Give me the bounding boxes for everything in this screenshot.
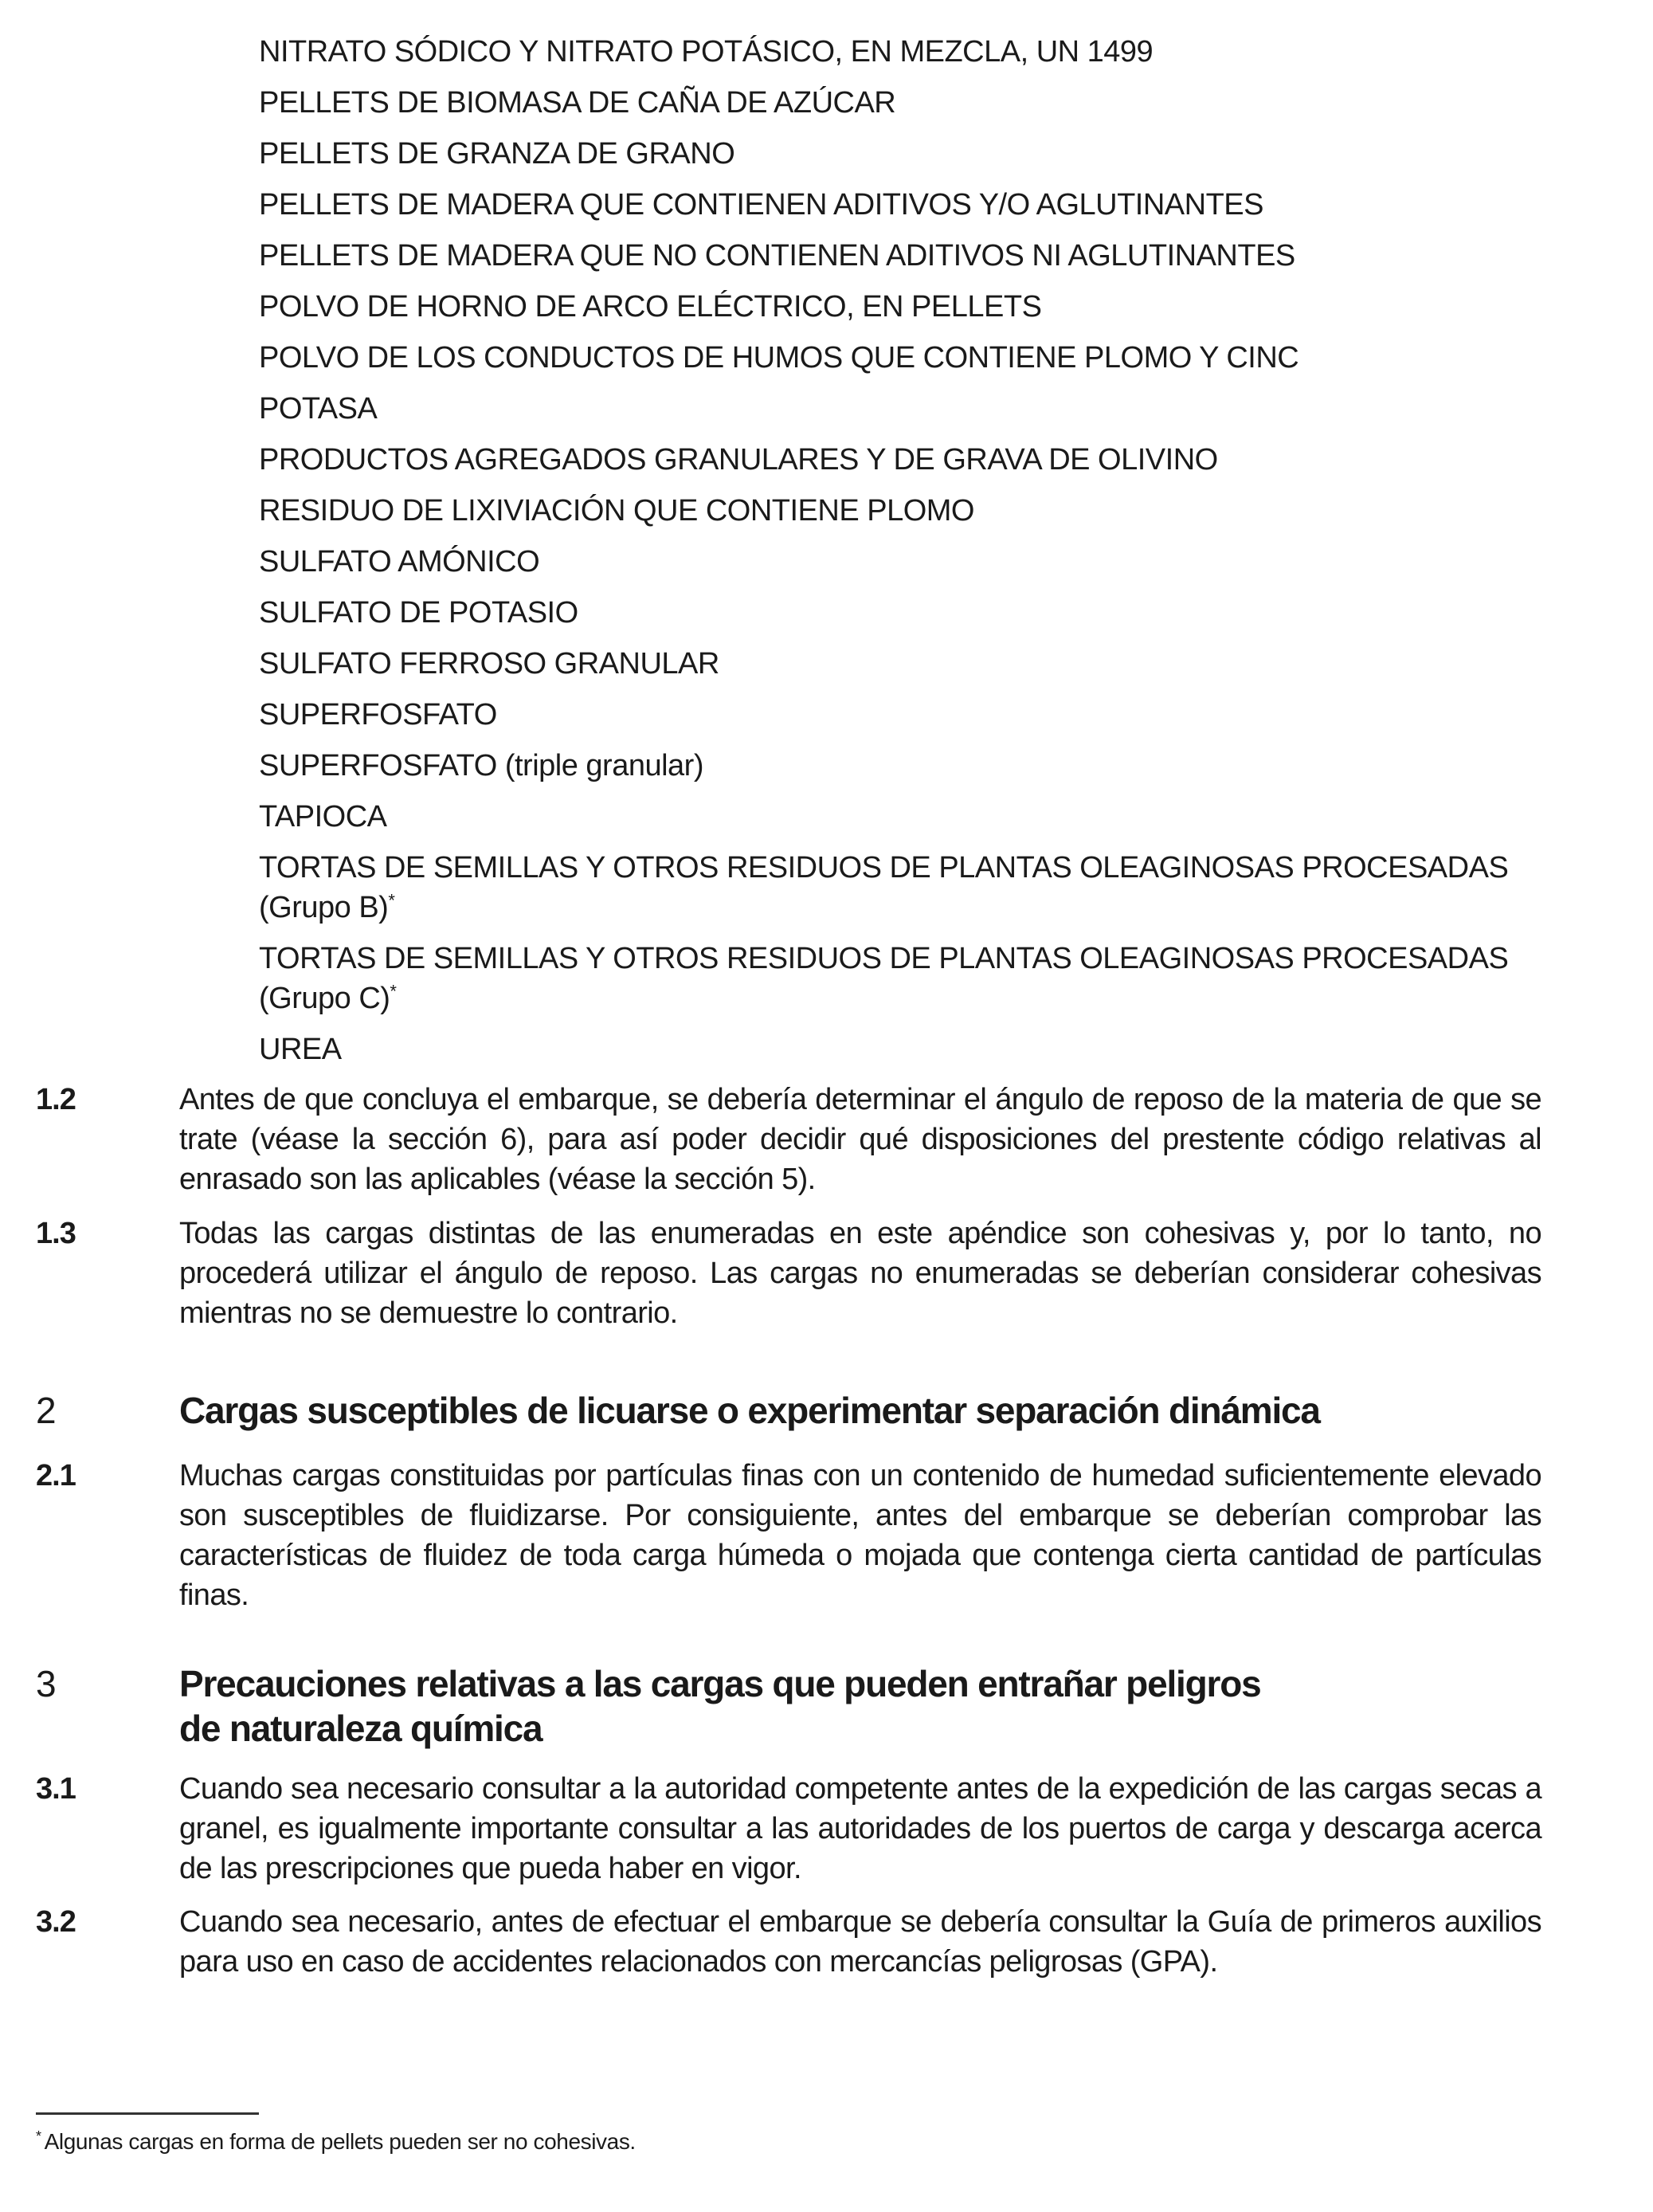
section-title: Cargas susceptibles de licuarse o experimentar separación dinámica xyxy=(179,1390,1320,1431)
cargo-name: TORTAS DE SEMILLAS Y OTROS RESIDUOS DE PLANTAS OLEAGINOSAS PROCESADAS xyxy=(259,942,1509,975)
footnote xyxy=(36,2128,636,2156)
cargo-name: SULFATO FERROSO GRANULAR xyxy=(259,647,719,680)
paragraph-text: Cuando sea necesario, antes de efectuar el embarque se debería consultar la Guía de primeros auxilios para uso en caso de accidentes relacionados con mercancías peligrosas (GPA). xyxy=(179,1905,1541,1979)
paragraph-text: Cuando sea necesario consultar a la autoridad competente antes de la expedición de las cargas secas a granel, es igualmente importante consultar a las autoridades de los puertos de carga y descarga acerca de las prescripciones que pueda haber en vigor. xyxy=(179,1772,1541,1885)
cargo-name: PELLETS DE GRANZA DE GRANO xyxy=(259,137,735,171)
footnote-marker: * xyxy=(388,890,395,911)
list-item xyxy=(259,338,1541,378)
footnote-marker: * xyxy=(36,2128,41,2144)
cargo-name: PRODUCTOS AGREGADOS GRANULARES Y DE GRAVA DE OLIVINO xyxy=(259,443,1218,477)
section-title xyxy=(179,1661,1374,1751)
paragraph-number: 1.2 xyxy=(36,1083,76,1116)
list-item xyxy=(259,134,1541,174)
list-item xyxy=(259,83,1541,123)
cargo-qualifier: (Grupo C) xyxy=(259,982,390,1015)
cargo-name: POTASA xyxy=(259,392,378,426)
list-item xyxy=(259,593,1541,633)
cargo-name: PELLETS DE BIOMASA DE CAÑA DE AZÚCAR xyxy=(259,86,896,120)
list-item xyxy=(259,939,1541,1018)
section-number: 3 xyxy=(36,1663,57,1704)
cargo-name: PELLETS DE MADERA QUE NO CONTIENEN ADITIVOS NI AGLUTINANTES xyxy=(259,239,1295,273)
list-item xyxy=(259,695,1541,735)
cargo-name: SUPERFOSFATO xyxy=(259,698,497,731)
list-item xyxy=(259,1030,1541,1069)
footnote-divider xyxy=(36,2112,259,2115)
footnote-text: Algunas cargas en forma de pellets pueden ser no cohesivas. xyxy=(44,2129,636,2154)
section-number: 2 xyxy=(36,1390,57,1431)
list-item xyxy=(259,185,1541,225)
paragraph-number: 1.3 xyxy=(36,1217,76,1250)
paragraph-text: Antes de que concluya el embarque, se debería determinar el ángulo de reposo de la materia de que se trate (véase la sección 6), para así poder decidir qué disposiciones del prestente código relativas al enrasado son las aplicables (véase la sección 5). xyxy=(179,1083,1541,1196)
list-item xyxy=(259,287,1541,327)
paragraph-number: 3.1 xyxy=(36,1772,76,1806)
cargo-name: RESIDUO DE LIXIVIACIÓN QUE CONTIENE PLOMO xyxy=(259,494,974,528)
list-item xyxy=(259,440,1541,480)
cargo-name: SULFATO DE POTASIO xyxy=(259,596,578,629)
list-item xyxy=(259,848,1541,928)
cargo-name: SUPERFOSFATO xyxy=(259,749,497,782)
cargo-name: POLVO DE LOS CONDUCTOS DE HUMOS QUE CONTIENE PLOMO Y CINC xyxy=(259,341,1299,375)
cargo-name: TORTAS DE SEMILLAS Y OTROS RESIDUOS DE PLANTAS OLEAGINOSAS PROCESADAS xyxy=(259,851,1509,884)
cargo-list xyxy=(259,32,1541,1081)
cargo-name: NITRATO SÓDICO Y NITRATO POTÁSICO, EN MEZCLA, UN 1499 xyxy=(259,35,1154,69)
list-item xyxy=(259,644,1541,684)
paragraph-text: Muchas cargas constituidas por partículas finas con un contenido de humedad suficientemente elevado son susceptibles de fluidizarse. Por consiguiente, antes del embarque se deberían comprobar las características de fluidez de toda carga húmeda o mojada que contenga cierta cantidad de partículas finas. xyxy=(179,1459,1541,1612)
cargo-name: TAPIOCA xyxy=(259,800,387,833)
section-title-line: Precauciones relativas a las cargas que pueden entrañar peligros xyxy=(179,1663,1261,1704)
list-item xyxy=(259,746,1541,786)
list-item xyxy=(259,389,1541,429)
paragraph-text: Todas las cargas distintas de las enumeradas en este apéndice son cohesivas y, por lo tanto, no procederá utilizar el ángulo de reposo. Las cargas no enumeradas se deberían considerar cohesivas mientras no se demuestre lo contrario. xyxy=(179,1217,1541,1330)
list-item xyxy=(259,236,1541,276)
section-title-line: de naturaleza química xyxy=(179,1708,543,1749)
list-item xyxy=(259,491,1541,531)
list-item xyxy=(259,542,1541,582)
list-item xyxy=(259,797,1541,837)
paragraph-number: 3.2 xyxy=(36,1905,76,1939)
cargo-name: PELLETS DE MADERA QUE CONTIENEN ADITIVOS Y/O AGLUTINANTES xyxy=(259,188,1263,222)
cargo-qualifier: (Grupo B) xyxy=(259,891,389,924)
footnote-marker: * xyxy=(390,981,397,1002)
paragraph-number: 2.1 xyxy=(36,1459,76,1492)
cargo-name: SULFATO AMÓNICO xyxy=(259,545,540,578)
cargo-qualifier: (triple granular) xyxy=(496,749,703,782)
list-item xyxy=(259,32,1541,72)
cargo-name: UREA xyxy=(259,1033,342,1066)
cargo-name: POLVO DE HORNO DE ARCO ELÉCTRICO, EN PELLETS xyxy=(259,290,1042,324)
